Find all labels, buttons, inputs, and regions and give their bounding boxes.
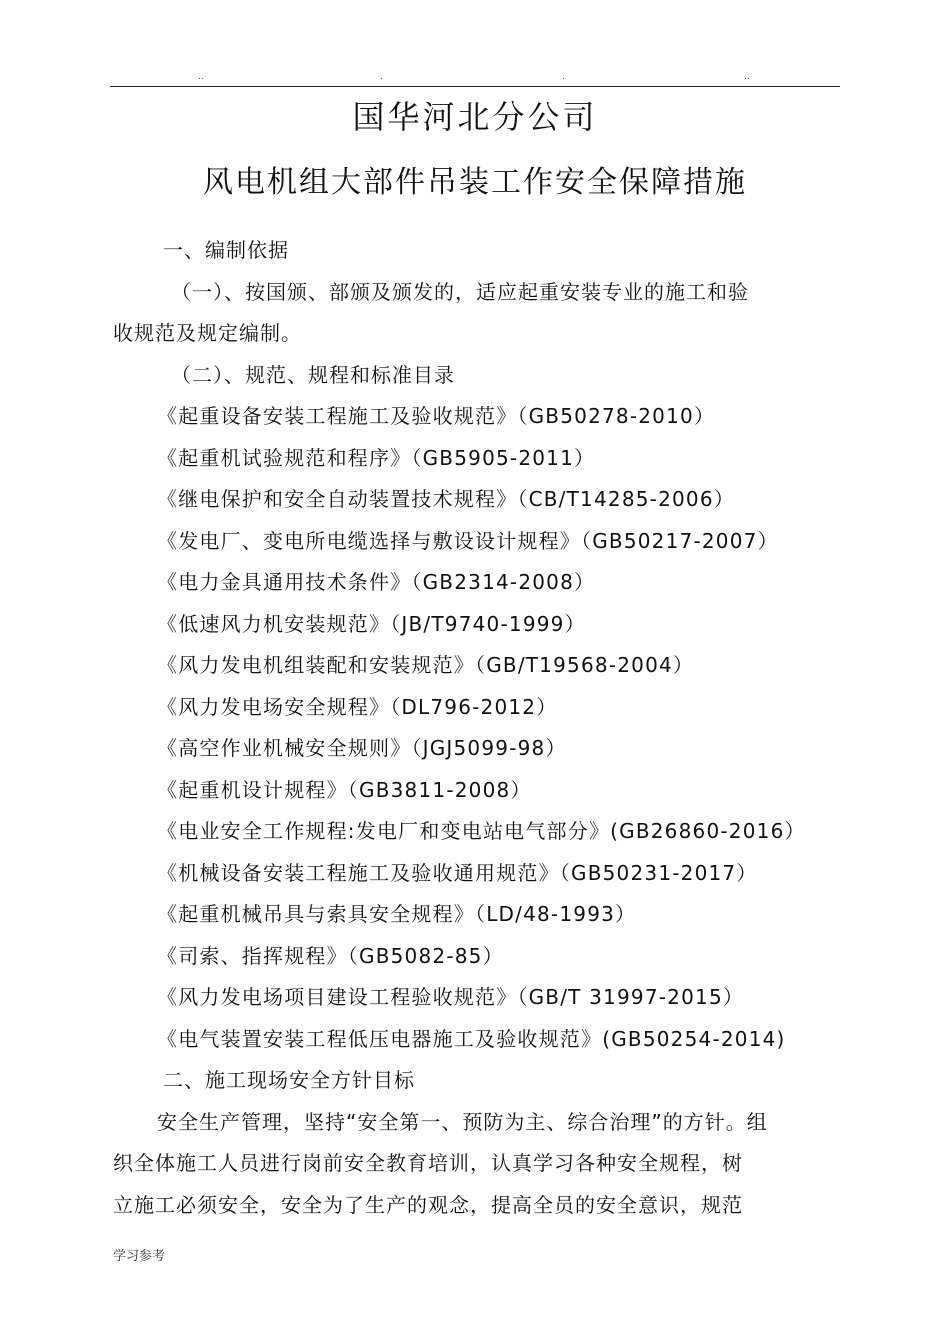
- section-heading: 一、编制依据: [163, 238, 289, 262]
- header-rule: [110, 86, 840, 87]
- subsection-heading: （二）、规范、规程和标准目录: [171, 362, 455, 387]
- document-main-title: 风电机组大部件吊装工作安全保障措施: [203, 165, 747, 200]
- header-dot: ..: [744, 72, 750, 82]
- paragraph-line: 收规范及规定编制。: [113, 321, 302, 345]
- paragraph-line: 立施工必须安全，安全为了生产的观念，提高全员的安全意识，规范: [113, 1192, 743, 1217]
- section-heading: 二、施工现场安全方针目标: [163, 1068, 415, 1092]
- standard-item: 《风力发电场项目建设工程验收规范》（GB/T 31997-2015）: [157, 985, 745, 1009]
- paragraph-line: （一）、按国颁、部颁及颁发的，适应起重安装专业的施工和验: [171, 279, 749, 304]
- standard-item: 《风力发电机组装配和安装规范》（GB/T19568-2004）: [157, 653, 695, 677]
- standard-item: 《发电厂、变电所电缆选择与敷设设计规程》（GB50217-2007）: [157, 528, 779, 553]
- standard-item: 《高空作业机械安全规则》（JGJ5099-98）: [157, 736, 567, 760]
- page-footer: 学习参考: [113, 1249, 166, 1264]
- standard-item: 《起重机试验规范和程序》（GB5905-2011）: [157, 445, 596, 470]
- standard-item: 《起重机械吊具与索具安全规程》（LD/48-1993）: [157, 902, 637, 926]
- header-dot: .: [562, 72, 565, 82]
- standard-item: 《风力发电场安全规程》（DL796-2012）: [157, 694, 558, 719]
- standard-item: 《机械设备安装工程施工及验收通用规范》（GB50231-2017）: [157, 860, 758, 885]
- document-company-title: 国华河北分公司: [352, 98, 598, 136]
- standard-item: 《电力金具通用技术条件》（GB2314-2008）: [157, 570, 596, 594]
- header-dots: [110, 72, 840, 84]
- standard-item: 《继电保护和安全自动装置技术规程》（CB/T14285-2006）: [157, 487, 735, 511]
- standard-item: 《电业安全工作规程:发电厂和变电站电气部分》(GB26860-2016）: [157, 819, 806, 843]
- paragraph-line: 织全体施工人员进行岗前安全教育培训，认真学习各种安全规程，树: [113, 1151, 743, 1175]
- paragraph-line: 安全生产管理，坚持“安全第一、预防为主、综合治理”的方针。组: [157, 1109, 768, 1134]
- standard-item: 《司索、指挥规程》（GB5082-85）: [157, 943, 504, 968]
- standard-item: 《电气装置安装工程低压电器施工及验收规范》(GB50254-2014): [157, 1026, 786, 1051]
- standard-item: 《起重设备安装工程施工及验收规范》（GB50278-2010）: [157, 404, 716, 428]
- document-body: [113, 230, 843, 1226]
- standard-item: 《低速风力机安装规范》（JB/T9740-1999）: [157, 611, 586, 636]
- header-dot: ..: [198, 72, 204, 82]
- standard-item: 《起重机设计规程》（GB3811-2008）: [157, 777, 532, 802]
- header-dot: .: [380, 72, 383, 82]
